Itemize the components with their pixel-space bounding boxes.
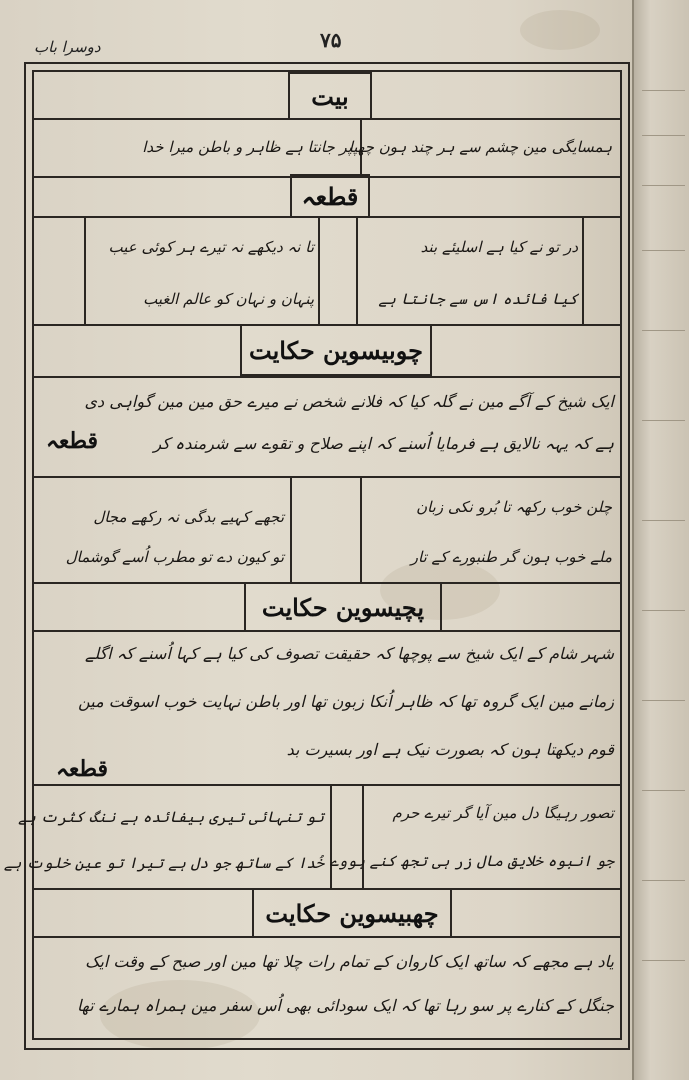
qita-1-right-line-2: کیا فائدہ اس سے جانتا ہے — [378, 290, 578, 308]
heading-bait: بیت — [288, 72, 372, 120]
hikayat-25-line-2: زمانے مین ایک گروہ تھا کہ ظاہر اُنکا زبون تھا اور باطن نہایت خوب اسوقت مین — [78, 692, 614, 711]
qita-1-left-line-1: تا نہ دیکھے نہ تیرے ہر کوئی عیب — [108, 238, 314, 256]
qita-2-left-line-2: تو کیون دے تو مطرب اُسے گوشمال — [65, 548, 284, 566]
heading-qita-1: قطعہ — [290, 174, 370, 218]
running-head: دوسرا باب — [34, 38, 101, 56]
qita-3-left-line-2: خُدا کے ساتھ جو دل ہے تیرا تو عین خلوت ہے — [3, 854, 324, 872]
hikayat-26-line-2: جنگل کے کنارے پر سو رہا تھا کہ ایک سودائی بھی اُس سفر مین ہمراہ ہمارے تھا — [77, 996, 614, 1015]
qita-2-right-line-1: چلن خوب رکھہ تا بُرو نکی زبان — [416, 498, 612, 516]
adjacent-page-edge — [632, 0, 689, 1080]
hikayat-24-line-1: ایک شیخ کے آگے مین نے گلہ کیا کہ فلانے شخص نے میرے حق مین مین گواہی دی — [84, 392, 614, 411]
qita-2-right-line-2: ملے خوب ہون گر طنبورے کے تار — [410, 548, 612, 566]
hikayat-25-line-1: شہر شام کے ایک شیخ سے پوچھا کہ حقیقت تصوف کی کیا ہے کہا اُسنے کہ اگلے — [84, 644, 614, 663]
qita-1-left-line-2: پنہان و نہان کو عالم الغیب — [143, 290, 314, 308]
page-number: ۷۵ — [320, 28, 342, 52]
qita-3-right-line-1: تصور رہیگا دل مین آیا گر تیرے حرم — [392, 804, 614, 822]
bait-verse-right: ہمسایگی مین چشم سے ہر چند ہون چھپا — [348, 138, 612, 156]
heading-hikayat-25: پچیسوین حکایت — [244, 582, 442, 632]
heading-qita-2: قطعہ — [46, 428, 99, 454]
qita-3-left-line-1: تو تنہائی تیری بیفائدہ ہے ننگ کثرت ہے — [18, 808, 324, 826]
heading-qita-3: قطعہ — [56, 756, 109, 782]
heading-hikayat-24: چوبیسوین حکایت — [240, 324, 432, 376]
bait-verse-left: پر جانتا ہے ظاہر و باطن میرا خدا — [142, 138, 352, 156]
hikayat-26-line-1: یاد ہے مجھے کہ ساتھ ایک کاروان کے تمام رات چلا تھا مین اور صبح کے وقت ایک — [85, 952, 614, 971]
hikayat-24-line-2: ہے کہ یہہ نالایق ہے فرمایا اُسنے کہ اپنے صلاح و تقوے سے شرمندہ کر — [153, 434, 614, 453]
qita-2-left-line-1: تجھے کہیے بدگی نہ رکھے مجال — [93, 508, 284, 526]
heading-hikayat-26: چھبیسوین حکایت — [252, 888, 452, 938]
qita-1-right-line-1: در تو نے کیا ہے اسلیئے بند — [420, 238, 578, 256]
hikayat-25-line-3: قوم دیکھتا ہون کہ بصورت نیک ہے اور بسیرت بد — [286, 740, 614, 759]
qita-3-right-line-2: جو انبوہ خلایق مال زر ہی تجھ کنے ہووے — [329, 852, 614, 870]
